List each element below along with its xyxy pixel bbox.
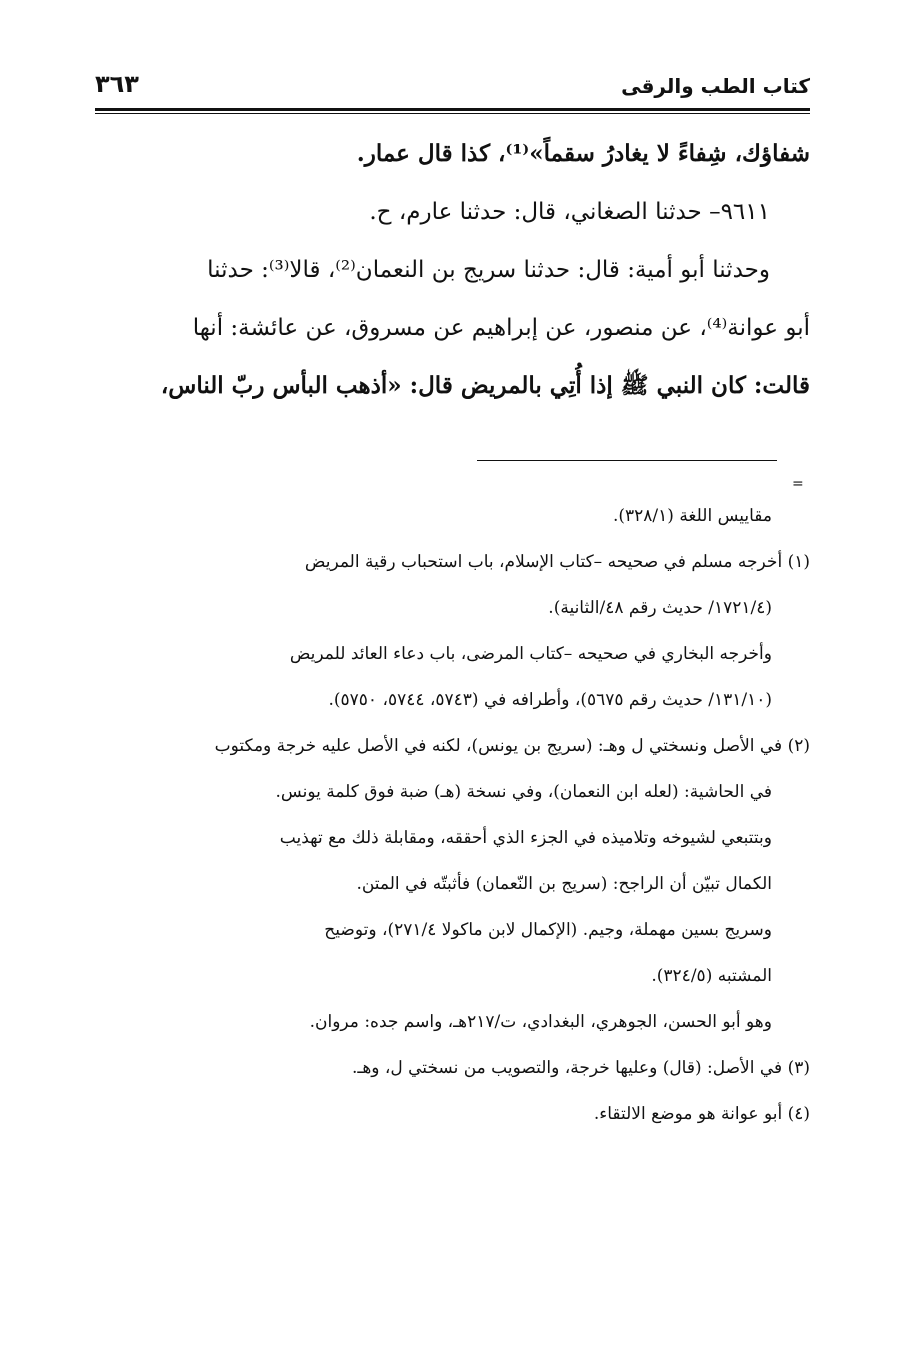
- footnote-line: (١٧٢١/٤/ حديث رقم ٤٨/الثانية).: [548, 598, 772, 618]
- main-line-5: قالت: كان النبي ﷺ إذا أُتِي بالمريض قال: «أذهب البأس ربّ الناس،: [160, 372, 810, 399]
- main-line-3: وحدثنا أبو أمية: قال: حدثنا سريج بن النعمان⁽²⁾، قالا⁽³⁾: حدثنا: [207, 257, 770, 283]
- footnote-line: المشتبه (٣٢٤/٥).: [651, 966, 772, 986]
- footnote-line: (٤) أبو عوانة هو موضع الالتقاء.: [593, 1104, 810, 1124]
- page-number: ٣٦٣: [95, 70, 139, 98]
- footnote-line: وسريج بسين مهملة، وجيم. (الإكمال لابن ماكولا ٢٧١/٤)، وتوضيح: [324, 920, 772, 940]
- footnote-line: (١) أخرجه مسلم في صحيحه –كتاب الإسلام، باب استحباب رقية المريض: [304, 552, 810, 572]
- main-line-4: أبو عوانة⁽⁴⁾، عن منصور، عن إبراهيم عن مسروق، عن عائشة: أنها: [192, 315, 810, 341]
- footnote-line: مقاييس اللغة (٣٢٨/١).: [612, 506, 772, 526]
- footnote-line: (٢) في الأصل ونسختي ل وهـ: (سريج بن يونس)، لكنه في الأصل عليه خرجة ومكتوب: [214, 736, 810, 756]
- main-line-1: شفاؤك، شِفاءً لا يغادرُ سقماً»⁽¹⁾، كذا قال عمار.: [356, 140, 810, 167]
- footnote-separator: [477, 460, 777, 461]
- header-rule-thin: [95, 113, 810, 114]
- footnote-line: وبتتبعي لشيوخه وتلاميذه في الجزء الذي أحققه، ومقابلة ذلك مع تهذيب: [279, 828, 772, 848]
- footnote-line: في الحاشية: (لعله ابن النعمان)، وفي نسخة (هـ) ضبة فوق كلمة يونس.: [275, 782, 772, 802]
- main-text: [95, 125, 810, 415]
- footnotes: [95, 493, 810, 1137]
- footnote-line: وأخرجه البخاري في صحيحه –كتاب المرضى، باب دعاء العائد للمريض: [289, 644, 772, 664]
- footnote-line: (٣) في الأصل: (قال) وعليها خرجة، والتصويب من نسختي ل، وهـ.: [351, 1058, 810, 1078]
- header-rule: [95, 108, 810, 111]
- hadith-number-line: ٩٦١١– حدثنا الصغاني، قال: حدثنا عارم، ح.: [369, 199, 770, 225]
- page-header: [95, 68, 810, 108]
- running-title: كتاب الطب والرقى: [621, 74, 810, 98]
- footnote-line: الكمال تبيّن أن الراجح: (سريج بن النّعمان) فأثبتّه في المتن.: [356, 874, 772, 894]
- footnote-line: (١٣١/١٠/ حديث رقم ٥٦٧٥)، وأطرافه في (٥٧٤٣، ٥٧٤٤، ٥٧٥٠).: [328, 690, 772, 710]
- footnote-continuation-mark: =: [792, 476, 804, 492]
- footnote-line: وهو أبو الحسن، الجوهري، البغدادي، ت/٢١٧هـ، واسم جده: مروان.: [309, 1012, 772, 1032]
